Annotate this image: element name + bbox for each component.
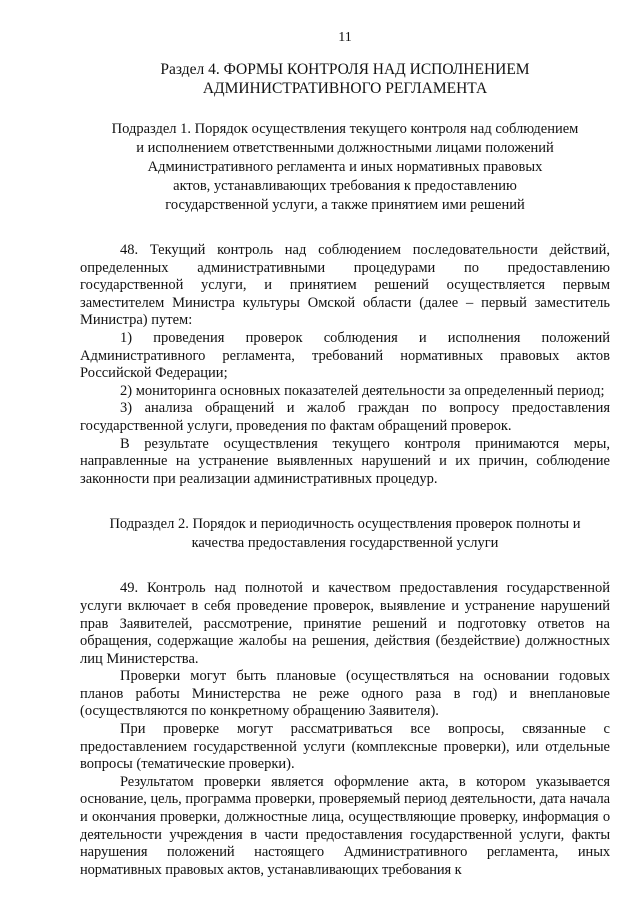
subsection2-title (80, 515, 610, 553)
paragraph-48-item-2: 2) мониторинга основных показателей деятельности за определенный период; (120, 382, 605, 399)
paragraph-48: 48. Текущий контроль над соблюдением последовательности действий, определенных административными процедурами по предоставлению государственной услуги, и принятием решений осуществляется первым заместителем Министра культуры Омской области (далее – первый заместитель Министра) путем: (80, 242, 610, 329)
paragraph-49-inspection-result: Результатом проверки является оформление акта, в котором указывается основание, цель, программа проверки, проверяемый период деятельности, дата начала и окончания проверки, должностные лица, осуществляющие проверку, информация о деятельности учреждения в части предоставления государственной услуги, факты нарушения положений настоящего Административного регламента, иных нормативных правовых актов, устанавливающих требования к (80, 773, 610, 878)
subsection2-title-line: Подраздел 2. Порядок и периодичность осуществления проверок полноты и (109, 516, 581, 533)
subsection1-title-line: Административного регламента и иных нормативных правовых (147, 159, 543, 175)
paragraph-49-inspection-scope: При проверке могут рассматриваться все вопросы, связанные с предоставлением государственной услуги (комплексные проверки), или отдельные вопросы (тематические проверки). (80, 721, 610, 773)
paragraph-49-inspection-types: Проверки могут быть плановые (осуществляться на основании годовых планов работы Министерства не реже одного раза в год) и внеплановые (осуществляются по конкретному обращению Заявителя). (80, 668, 610, 720)
section-title-line: Раздел 4. ФОРМЫ КОНТРОЛЯ НАД ИСПОЛНЕНИЕМ (160, 61, 530, 78)
subsection2-title-line: качества предоставления государственной услуги (191, 535, 499, 552)
section-title (80, 60, 610, 98)
subsection2-body (80, 580, 610, 879)
paragraph-48-conclusion: В результате осуществления текущего контроля принимаются меры, направленные на устранение выявленных нарушений и их причин, соблюдение законности при реализации административных процедур. (80, 435, 610, 487)
subsection1-body (80, 242, 610, 488)
subsection1-title-line: государственной услуги, а также принятием ими решений (165, 197, 525, 213)
paragraph-48-item-3: 3) анализа обращений и жалоб граждан по вопросу предоставления государственной услуги, проведения по фактам обращений проверок. (80, 400, 610, 434)
paragraph-48-item-1: 1) проведения проверок соблюдения и исполнения положений Административного регламента, требований нормативных правовых актов Российской Федерации; (80, 329, 610, 382)
section-title-line: АДМИНИСТРАТИВНОГО РЕГЛАМЕНТА (202, 80, 488, 97)
subsection1-title (80, 120, 610, 215)
paragraph-49: 49. Контроль над полнотой и качеством предоставления государственной услуги включает в себя проведение проверок, выявление и устранение нарушений прав Заявителей, рассмотрение, принятие решений и подготовку ответов на обращения, содержащие жалобы на решения, действия (бездействие) должностных лиц Министерства. (80, 580, 610, 667)
subsection1-title-line: актов, устанавливающих требования к предоставлению (173, 178, 517, 194)
subsection1-title-line: и исполнением ответственными должностными лицами положений (136, 140, 554, 156)
page-number: 11 (338, 30, 352, 45)
subsection1-title-line: Подраздел 1. Порядок осуществления текущего контроля над соблюдением (111, 121, 579, 137)
